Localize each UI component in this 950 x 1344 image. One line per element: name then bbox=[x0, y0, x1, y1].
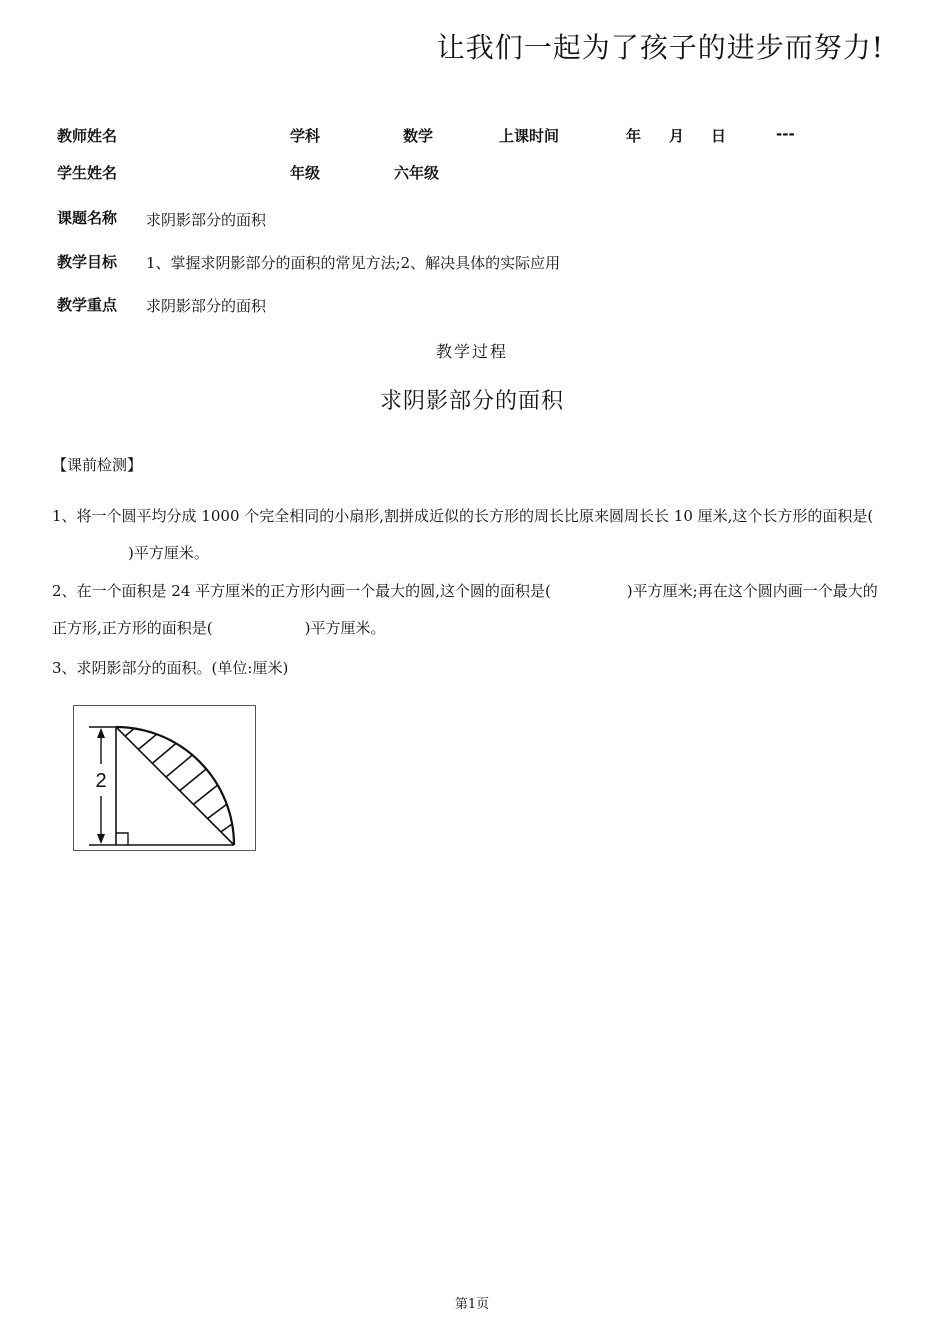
question-1-text-a: 1、将一个圆平均分成 1000 个完全相同的小扇形,割拼成近似的长方形的周长比原来圆周长长 10 厘米,这个长方形的面积是( bbox=[52, 507, 874, 525]
goal-label: 教学目标 bbox=[57, 253, 118, 271]
time-dash: --- bbox=[776, 125, 795, 143]
question-2-text-b: )平方厘米;再在这个圆内画一个最大的正方形,正方形的面积是( bbox=[52, 582, 878, 637]
question-3: 3、求阴影部分的面积。(单位:厘米) bbox=[52, 659, 289, 677]
topic-label: 课题名称 bbox=[57, 209, 118, 227]
day-label: 日 bbox=[711, 127, 727, 145]
year-label: 年 bbox=[626, 127, 642, 145]
shaded-area-figure bbox=[73, 705, 256, 851]
topic-value: 求阴影部分的面积 bbox=[146, 211, 267, 229]
section-label: 【课前检测】 bbox=[52, 456, 143, 474]
teacher-name-label: 教师姓名 bbox=[57, 127, 118, 145]
right-angle-mark bbox=[116, 833, 128, 845]
question-2-text-a: 2、在一个面积是 24 平方厘米的正方形内画一个最大的圆,这个圆的面积是( bbox=[52, 582, 551, 600]
subject-value: 数学 bbox=[403, 127, 434, 145]
main-title: 求阴影部分的面积 bbox=[379, 389, 564, 414]
arrow-down-icon bbox=[97, 834, 105, 844]
question-2 bbox=[52, 573, 892, 647]
focus-value: 求阴影部分的面积 bbox=[146, 297, 267, 315]
subject-label: 学科 bbox=[290, 127, 321, 145]
arrow-up-icon bbox=[97, 728, 105, 738]
slogan: 让我们一起为了孩子的进步而努力! bbox=[436, 31, 884, 64]
question-1 bbox=[52, 498, 892, 572]
page-number: 第1页 bbox=[454, 1297, 490, 1312]
question-2-text-c: )平方厘米。 bbox=[304, 619, 386, 637]
question-1-text-b: )平方厘米。 bbox=[128, 544, 209, 562]
month-label: 月 bbox=[669, 127, 685, 145]
process-heading: 教学过程 bbox=[435, 342, 508, 361]
dimension-label: 2 bbox=[95, 770, 107, 792]
goal-value: 1、掌握求阴影部分的面积的常见方法;2、解决具体的实际应用 bbox=[146, 254, 561, 272]
grade-value: 六年级 bbox=[394, 164, 440, 182]
figure-drawing bbox=[74, 706, 255, 850]
focus-label: 教学重点 bbox=[57, 296, 118, 314]
grade-label: 年级 bbox=[290, 164, 321, 182]
student-name-label: 学生姓名 bbox=[57, 164, 118, 182]
class-time-label: 上课时间 bbox=[499, 127, 560, 145]
